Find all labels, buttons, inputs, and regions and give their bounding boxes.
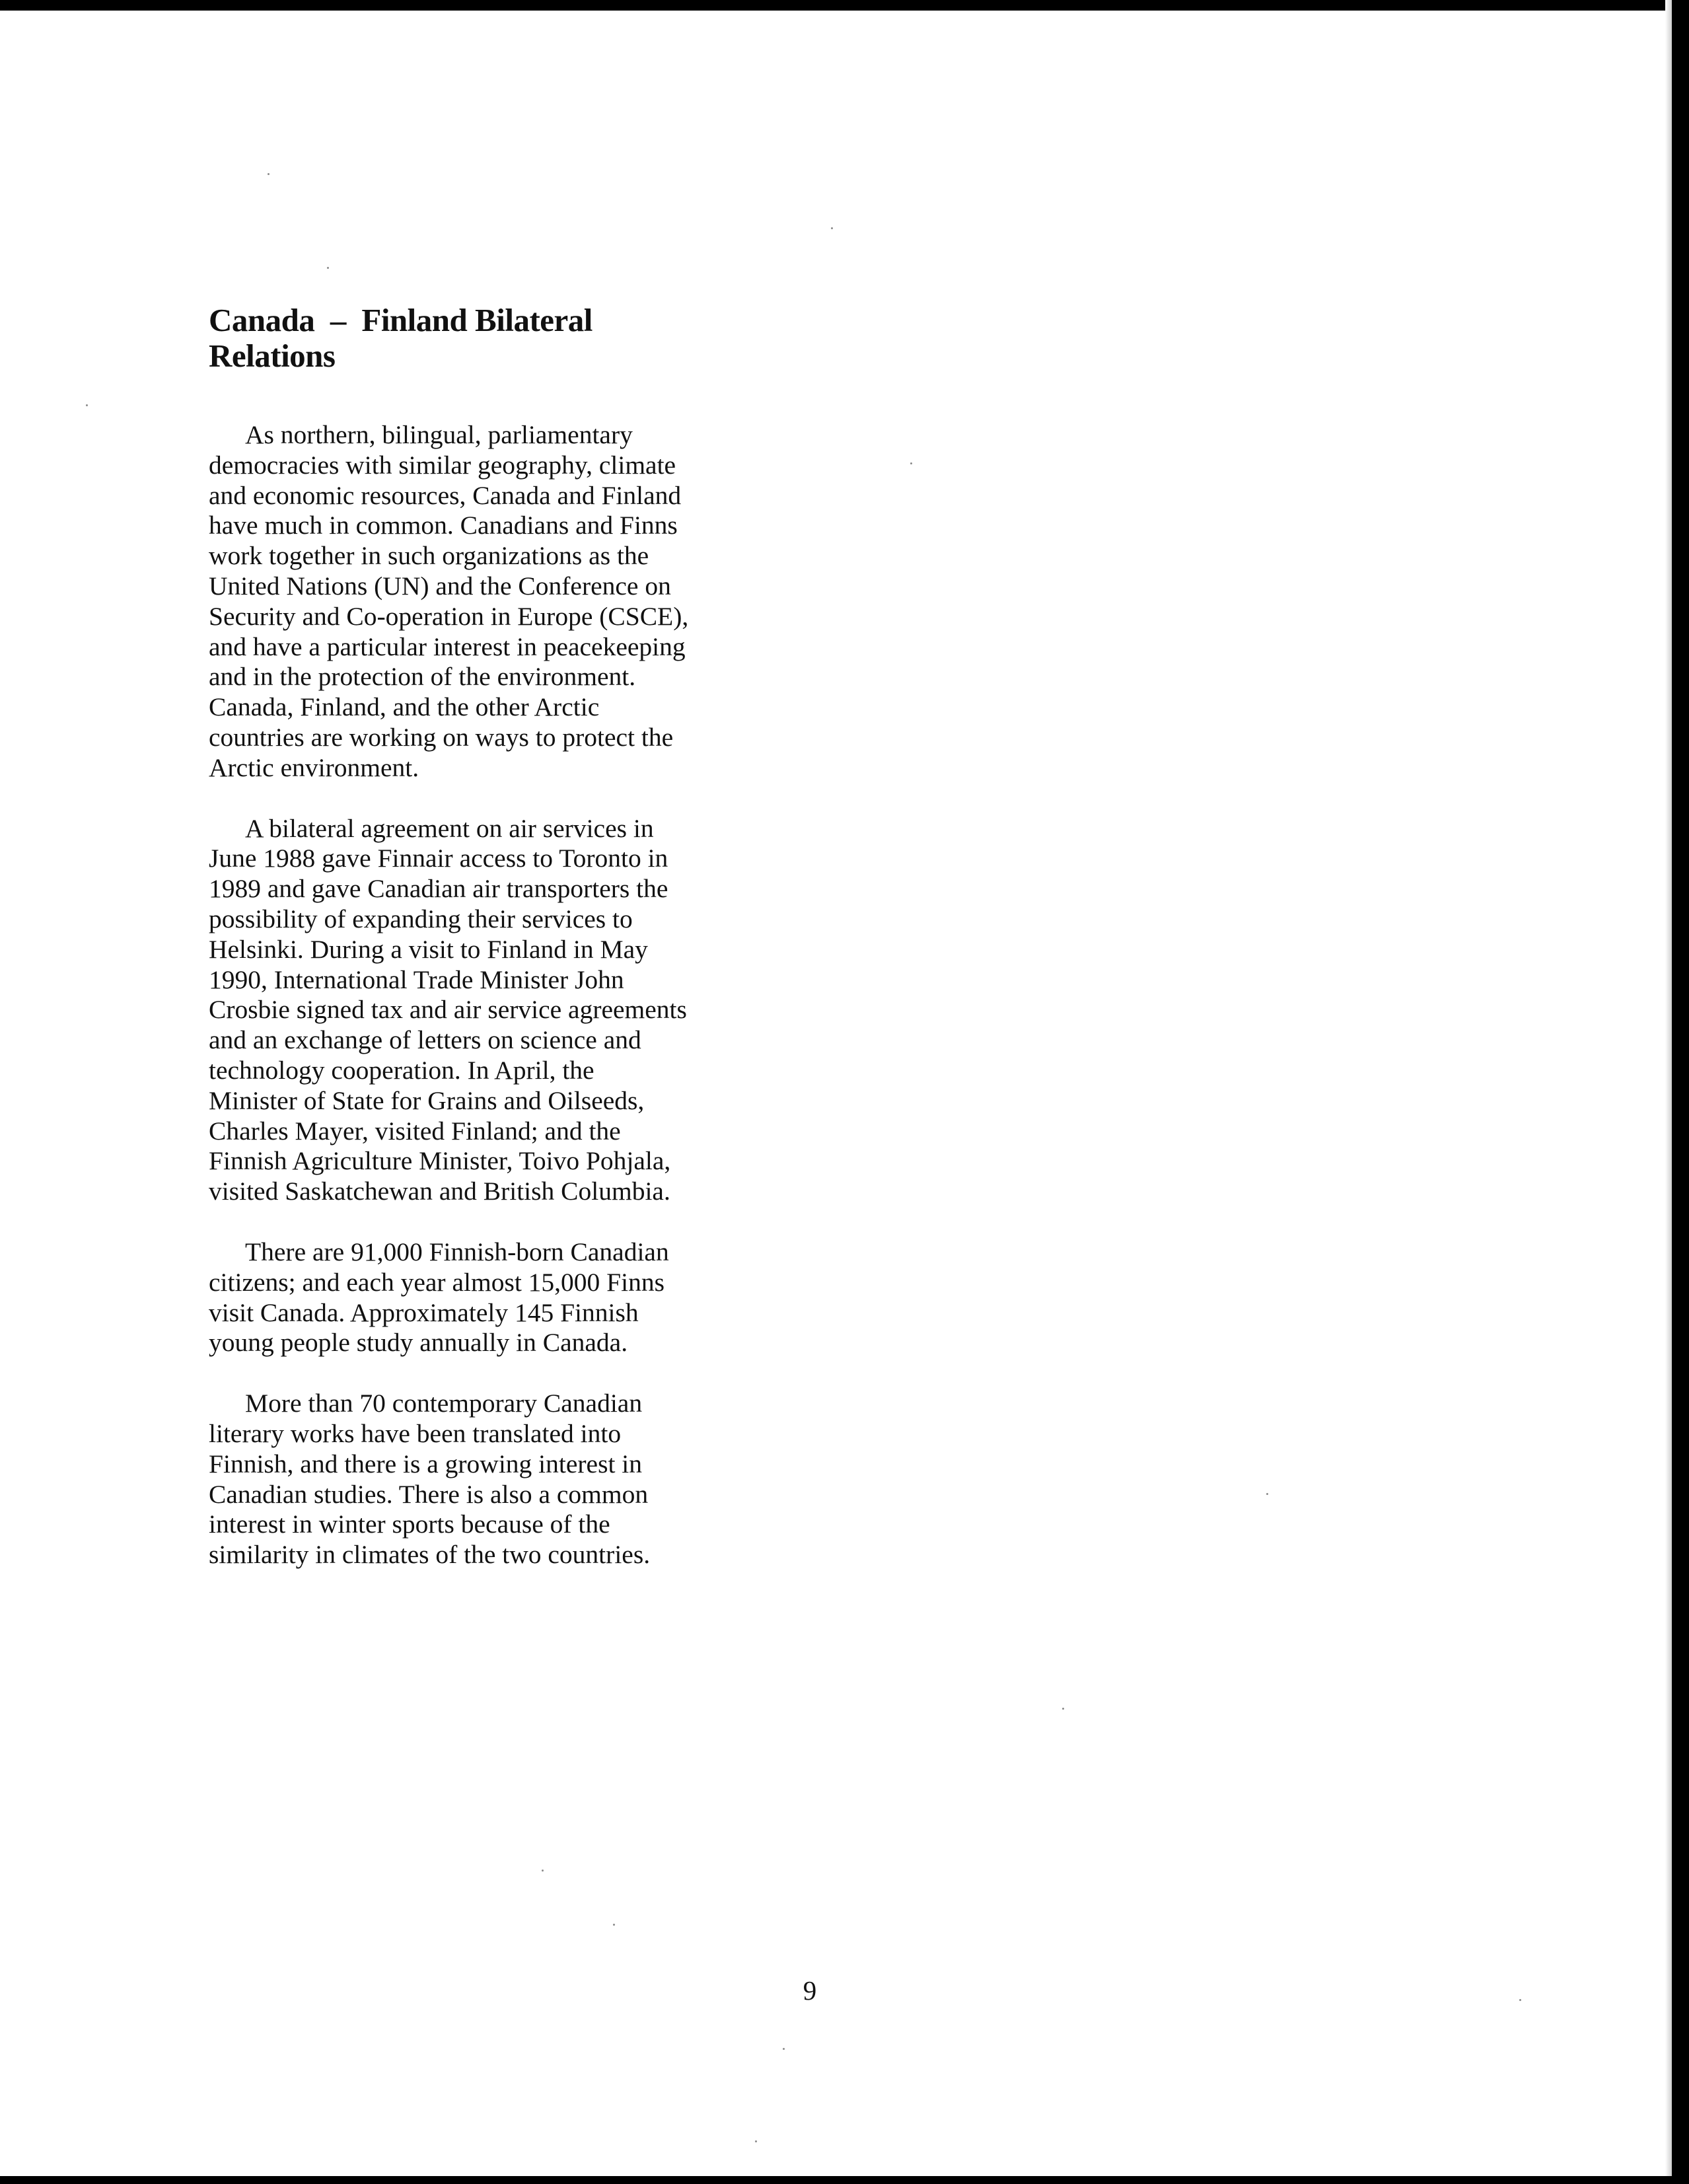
text-line: 1990, International Trade Minister John	[209, 965, 624, 994]
text-line: Crosbie signed tax and air service agreements	[209, 995, 687, 1025]
text-line: literary works have been translated into	[209, 1418, 622, 1448]
text-line: Finnish Agriculture Minister, Toivo Pohjala,	[209, 1146, 671, 1176]
text-line: and an exchange of letters on science and	[209, 1025, 641, 1055]
text-line: Finnish, and there is a growing interest in	[209, 1449, 643, 1478]
text-line: Arctic environment.	[209, 752, 419, 782]
page-title-line: Canada – Finland Bilateral	[209, 302, 593, 338]
text-line: visit Canada. Approximately 145 Finnish	[209, 1297, 639, 1327]
scan-speck	[1266, 1493, 1268, 1495]
article	[209, 303, 803, 1601]
scan-right-edge-shade	[1665, 0, 1672, 2184]
text-line: and in the protection of the environment.	[209, 662, 636, 692]
scan-top-border	[0, 0, 1689, 11]
text-line: countries are working on ways to protect the	[209, 722, 674, 752]
text-line: possibility of expanding their services to	[209, 904, 633, 933]
paragraph-population	[209, 1237, 803, 1358]
text-line: work together in such organizations as the	[209, 541, 649, 571]
text-line: More than 70 contemporary Canadian	[245, 1389, 643, 1418]
text-line: As northern, bilingual, parliamentary	[245, 420, 633, 449]
text-line: Helsinki. During a visit to Finland in May	[209, 934, 648, 964]
scan-speck	[327, 267, 329, 269]
paragraph-culture	[209, 1389, 803, 1570]
scan-speck	[613, 1924, 615, 1926]
paragraph-common-ground	[209, 420, 803, 783]
scan-speck	[755, 2140, 757, 2142]
paragraph-air-services	[209, 814, 803, 1207]
text-line: United Nations (UN) and the Conference on	[209, 571, 671, 601]
text-line: Minister of State for Grains and Oilseeds,	[209, 1085, 645, 1115]
scan-speck	[542, 1870, 544, 1872]
text-line: citizens; and each year almost 15,000 Finns	[209, 1267, 665, 1297]
scan-speck	[783, 2048, 785, 2050]
scan-speck	[268, 173, 270, 175]
text-line: Canadian studies. There is also a common	[209, 1479, 649, 1509]
text-line: visited Saskatchewan and British Columbia.	[209, 1177, 670, 1206]
page-number: 9	[803, 1975, 817, 2006]
scan-speck	[1062, 1708, 1064, 1710]
scan-speck	[1519, 1999, 1521, 2001]
text-line: have much in common. Canadians and Finns	[209, 511, 678, 540]
text-line: democracies with similar geography, climate	[209, 450, 676, 480]
text-line: interest in winter sports because of the	[209, 1510, 610, 1539]
text-line: There are 91,000 Finnish-born Canadian	[245, 1237, 669, 1266]
scan-right-border	[1672, 0, 1689, 2184]
text-line: Canada, Finland, and the other Arctic	[209, 692, 600, 722]
scan-speck	[86, 404, 88, 406]
scan-speck	[910, 462, 912, 464]
page-title-line: Relations	[209, 338, 336, 374]
text-line: Security and Co-operation in Europe (CSCE),	[209, 601, 689, 631]
text-line: similarity in climates of the two countries.	[209, 1540, 651, 1570]
text-line: 1989 and gave Canadian air transporters the	[209, 874, 668, 904]
text-line: A bilateral agreement on air services in	[245, 813, 654, 843]
text-line: young people study annually in Canada.	[209, 1328, 628, 1358]
scan-speck	[831, 227, 833, 229]
text-line: and have a particular interest in peacekeeping	[209, 632, 686, 661]
text-line: technology cooperation. In April, the	[209, 1055, 594, 1085]
page-title	[209, 303, 803, 374]
scan-bottom-border	[0, 2176, 1689, 2184]
text-line: and economic resources, Canada and Finland	[209, 480, 682, 510]
text-line: June 1988 gave Finnair access to Toronto in	[209, 844, 668, 873]
text-line: Charles Mayer, visited Finland; and the	[209, 1116, 621, 1146]
